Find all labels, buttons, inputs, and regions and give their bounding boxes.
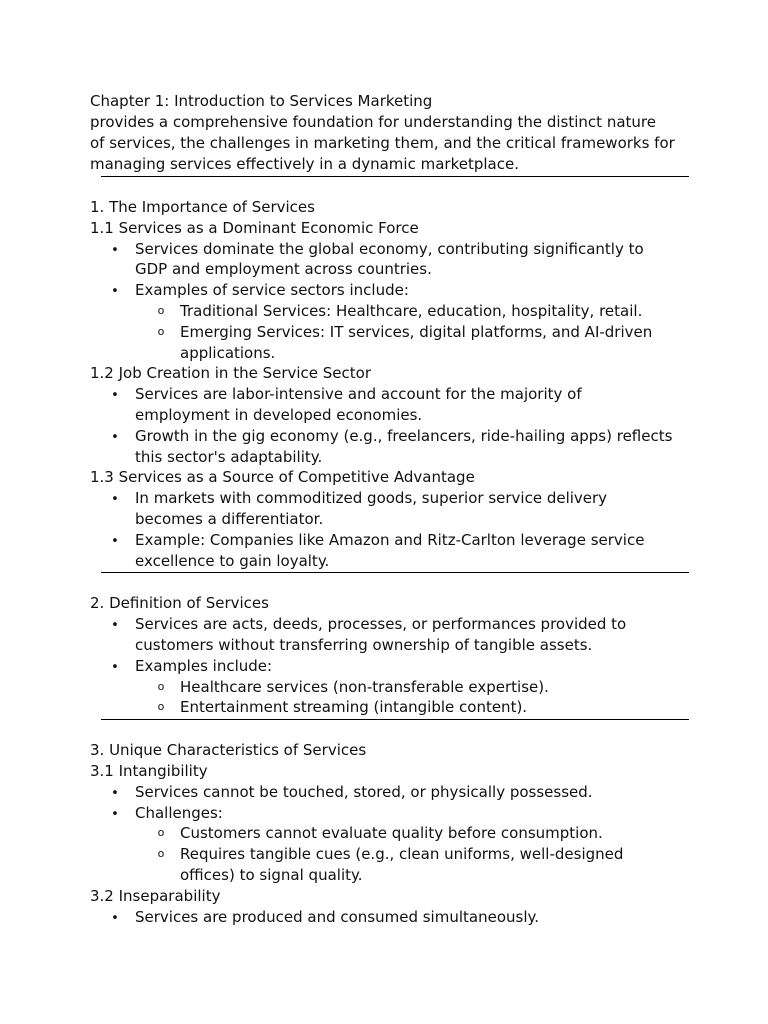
bullet-icon [110,614,120,637]
bullet-icon [110,782,120,805]
bullet-icon [110,803,120,826]
bullet-icon [110,280,120,303]
bullet-item [90,656,690,677]
bullet-text: Challenges: [135,803,223,822]
sub-bullet-text: offices) to signal quality. [180,865,363,884]
circle-bullet-icon [156,823,166,844]
circle-bullet-icon [156,697,166,718]
subsection-heading: 1.3 Services as a Source of Competitive Advantage [90,468,475,487]
bullet-icon [110,239,120,262]
bullet-icon [110,907,120,930]
sub-bullet-item [90,301,690,322]
sub-bullet-text: Requires tangible cues (e.g., clean uniforms, well-designed [180,845,624,864]
circle-bullet-icon [156,844,166,865]
bullet-text: employment in developed economies. [135,405,423,424]
intro-line: provides a comprehensive foundation for understanding the distinct nature [90,113,656,131]
sub-bullet-text: Customers cannot evaluate quality before consumption. [180,824,603,843]
bullet-item [90,907,690,928]
bullet-item [90,426,690,468]
bullet-icon [110,656,120,679]
sub-bullet-text: Emerging Services: IT services, digital platforms, and AI-driven [180,322,653,341]
section-divider [101,176,689,177]
subsection-heading: 3.2 Inseparability [90,886,221,905]
bullet-item [90,530,690,572]
bullet-text: Examples include: [135,656,273,675]
bullet-text: GDP and employment across countries. [135,260,432,279]
bullet-text: Services are labor-intensive and account for the majority of [135,385,582,404]
intro-line: of services, the challenges in marketing them, and the critical frameworks for [90,134,675,152]
bullet-text: Examples of service sectors include: [135,281,409,300]
bullet-text: customers without transferring ownership of tangible assets. [135,635,593,654]
sub-bullet-item [90,844,690,886]
bullet-text: In markets with commoditized goods, superior service delivery [135,489,608,508]
circle-bullet-icon [156,301,166,322]
bullet-icon [110,530,120,553]
subsection-heading: 1.2 Job Creation in the Service Sector [90,364,372,383]
bullet-icon [110,426,120,449]
section-divider [101,572,689,573]
bullet-item [90,782,690,803]
section-heading: 1. The Importance of Services [90,198,315,216]
bullet-item [90,803,690,824]
chapter-title: Chapter 1: Introduction to Services Marketing [90,92,433,110]
sub-bullet-item [90,677,690,698]
bullet-item [90,384,690,426]
bullet-item [90,239,690,281]
bullet-text: Growth in the gig economy (e.g., freelancers, ride-hailing apps) reflects [135,426,673,445]
subsection-heading: 1.1 Services as a Dominant Economic Force [90,218,419,237]
bullet-text: Services are acts, deeds, processes, or performances provided to [135,615,627,634]
section-heading: 3. Unique Characteristics of Services [90,741,367,760]
sub-bullet-item [90,322,690,364]
sub-bullet-item [90,823,690,844]
sub-bullet-item [90,697,690,718]
subsection-heading: 3.1 Intangibility [90,761,208,780]
bullet-item [90,488,690,530]
circle-bullet-icon [156,677,166,698]
bullet-text: Example: Companies like Amazon and Ritz-Carlton leverage service [135,530,645,549]
intro-line: managing services effectively in a dynamic marketplace. [90,155,519,173]
circle-bullet-icon [156,322,166,343]
bullet-item [90,614,690,656]
bullet-text: excellence to gain loyalty. [135,551,330,570]
bullet-text: Services are produced and consumed simultaneously. [135,907,539,926]
sub-bullet-text: Traditional Services: Healthcare, education, hospitality, retail. [180,301,643,320]
bullet-text: Services dominate the global economy, contributing significantly to [135,239,644,258]
section-divider [101,719,689,720]
bullet-text: Services cannot be touched, stored, or physically possessed. [135,782,593,801]
bullet-text: this sector's adaptability. [135,447,323,466]
bullet-text: becomes a differentiator. [135,509,324,528]
sub-bullet-text: Healthcare services (non-transferable expertise). [180,677,549,696]
sub-bullet-text: applications. [180,343,276,362]
sub-bullet-text: Entertainment streaming (intangible content). [180,698,528,717]
bullet-item [90,280,690,301]
document-page [90,91,690,927]
bullet-icon [110,384,120,407]
bullet-icon [110,488,120,511]
section-heading: 2. Definition of Services [90,594,269,613]
